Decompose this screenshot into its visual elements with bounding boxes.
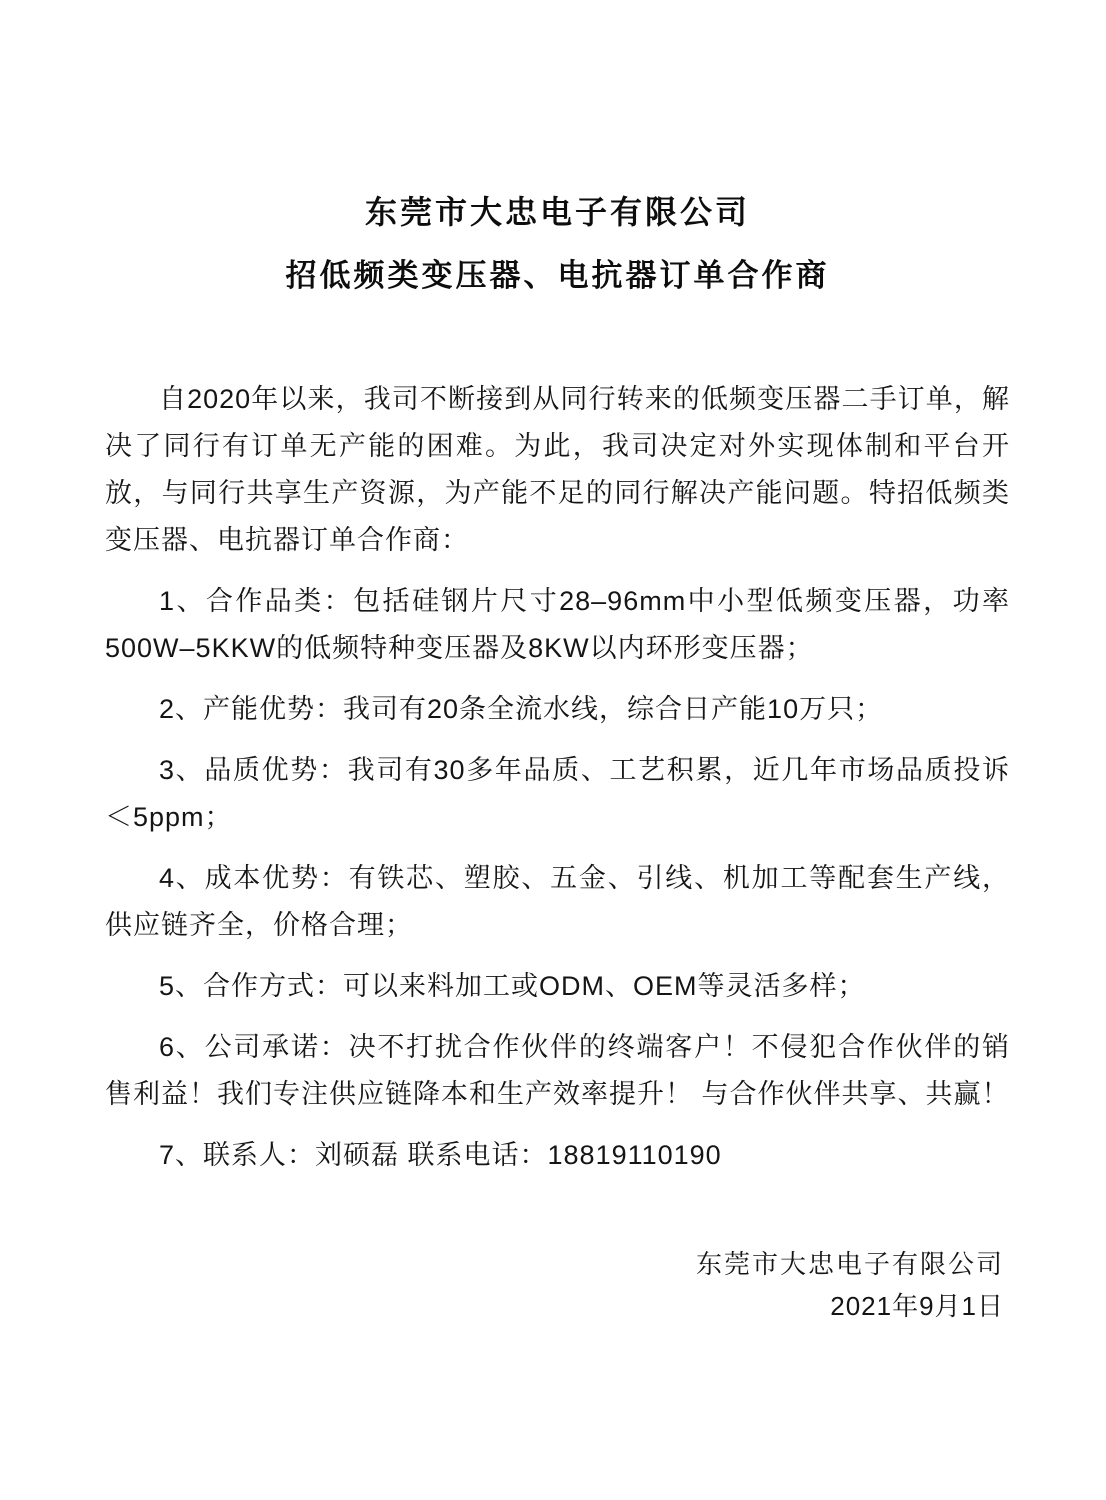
document-subtitle: 招低频类变压器、电抗器订单合作商 bbox=[285, 258, 830, 293]
numbered-item-2: 2、产能优势：我司有20条全流水线，综合日产能10万只； bbox=[159, 694, 884, 724]
intro-paragraph: 自2020年以来，我司不断接到从同行转来的低频变压器二手订单，解决了同行有订单无产能的困难。为此，我司决定对外实现体制和平台开放，与同行共享生产资源，为产能不足的同行解决产能问题。特招低频类变压器、电抗器订单合作商： bbox=[105, 384, 1010, 555]
numbered-item-6: 6、公司承诺：决不打扰合作伙伴的终端客户！不侵犯合作伙伴的销售利益！我们专注供应链降本和生产效率提升！ 与合作伙伴共享、共赢！ bbox=[105, 1032, 1010, 1109]
numbered-item-4: 4、成本优势：有铁芯、塑胶、五金、引线、机加工等配套生产线，供应链齐全，价格合理； bbox=[105, 863, 1010, 940]
document-title: 东莞市大忠电子有限公司 bbox=[364, 194, 750, 230]
signature-date: 2021年9月1日 bbox=[830, 1291, 1004, 1321]
document-body bbox=[105, 376, 1010, 1179]
numbered-item-1: 1、合作品类：包括硅钢片尺寸28–96mm中小型低频变压器，功率500W–5KKW的低频特种变压器及8KW以内环形变压器； bbox=[105, 586, 1010, 663]
signature-company: 东莞市大忠电子有限公司 bbox=[695, 1249, 1004, 1279]
numbered-item-3: 3、品质优势：我司有30多年品质、工艺积累，近几年市场品质投诉＜5ppm； bbox=[105, 755, 1010, 832]
numbered-item-5: 5、合作方式：可以来料加工或ODM、OEM等灵活多样； bbox=[159, 971, 866, 1001]
signature-block bbox=[105, 1243, 1010, 1327]
numbered-item-7-contact: 7、联系人：刘硕磊 联系电话：18819110190 bbox=[159, 1140, 722, 1170]
